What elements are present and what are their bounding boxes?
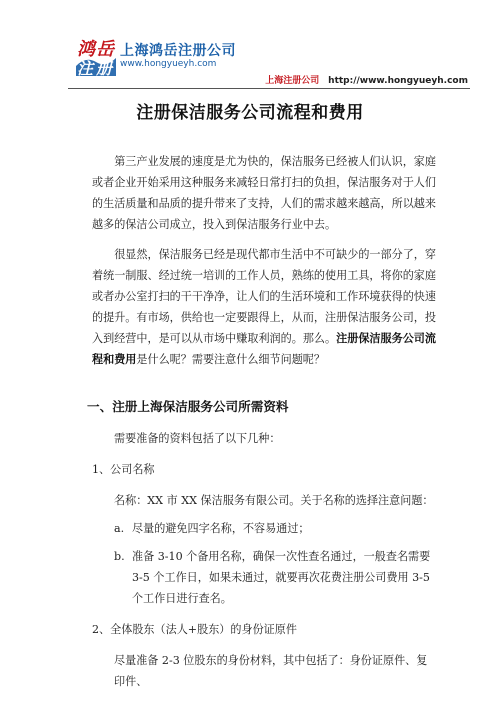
logo-emblem-icon [74,36,118,80]
header-divider [68,88,470,89]
item-2-title: 2、全体股东（法人+股东）的身份证原件 [92,623,297,636]
svg-text:册: 册 [96,59,113,78]
svg-text:鸿: 鸿 [77,39,95,60]
page-title: 注册保洁服务公司流程和费用 [136,103,364,123]
logo-company-name: 上海鸿岳注册公司 [120,43,236,59]
item-1-note-b [92,546,436,609]
item-1-note-a [92,518,436,539]
logo-mark [74,36,118,80]
intro-paragraph-2-text-b: 是什么呢？需要注意什么细节问题呢？ [136,353,325,366]
intro-paragraph-2-text-a: 很显然，保洁服务已经是现代都市生活中不可缺少的一部分了，穿着统一制服、经过统一培训的工作人员，熟练的使用工具，将你的家庭或者办公室打扫的干干净净，让人们的生活环境和工作环境获得的快速的提升。有市场，供给也一定要跟得上，从而，注册保洁服务公司，投入到经营中，是可以从市场中赚取利润的。那么。 [92,248,436,345]
note-a-label: a. [114,522,125,535]
document-body [87,151,436,692]
svg-text:注: 注 [77,59,94,78]
section-1-heading: 一、注册上海保洁服务公司所需资料 [87,399,289,414]
note-b-text: 准备 3-10 个备用名称，确保一次性查名通过，一般查名需要 3-5 个工作日，如果未通过，就要再次花费注册公司费用 3-5 个工作日进行查名。 [132,550,431,605]
company-logo [74,36,244,82]
header-website-link[interactable]: http://www.hongyueyh.com [328,76,468,86]
item-2-description: 尽量准备 2-3 位股东的身份材料，其中包括了：身份证原件、复印件、 [114,654,428,688]
intro-paragraph-2 [92,244,436,370]
intro-paragraph-2-highlight: 注册保洁服务公司流程和费用 [92,332,436,366]
note-a-text: 尽量的避免四字名称，不容易通过； [132,522,310,535]
note-b-label: b. [114,550,125,563]
item-1-title: 1、公司名称 [92,463,155,476]
section-1-intro: 需要准备的资料包括了以下几种： [114,432,281,445]
header-company-name: 上海注册公司 [265,76,320,86]
svg-text:岳: 岳 [96,39,114,60]
logo-url: www.hongyueyh.com [120,59,217,69]
header-contact [265,73,468,86]
item-1-description: 名称：XX 市 XX 保洁服务有限公司。关于名称的选择注意问题： [114,494,434,507]
intro-paragraph-1: 第三产业发展的速度是尤为快的，保洁服务已经被人们认识，家庭或者企业开始采用这种服务来减轻日常打扫的负担，保洁服务对于人们的生活质量和品质的提升带来了支持，人们的需求越来越高，所以越来越多的保洁公司成立，投入到保洁服务行业中去。 [92,155,436,231]
